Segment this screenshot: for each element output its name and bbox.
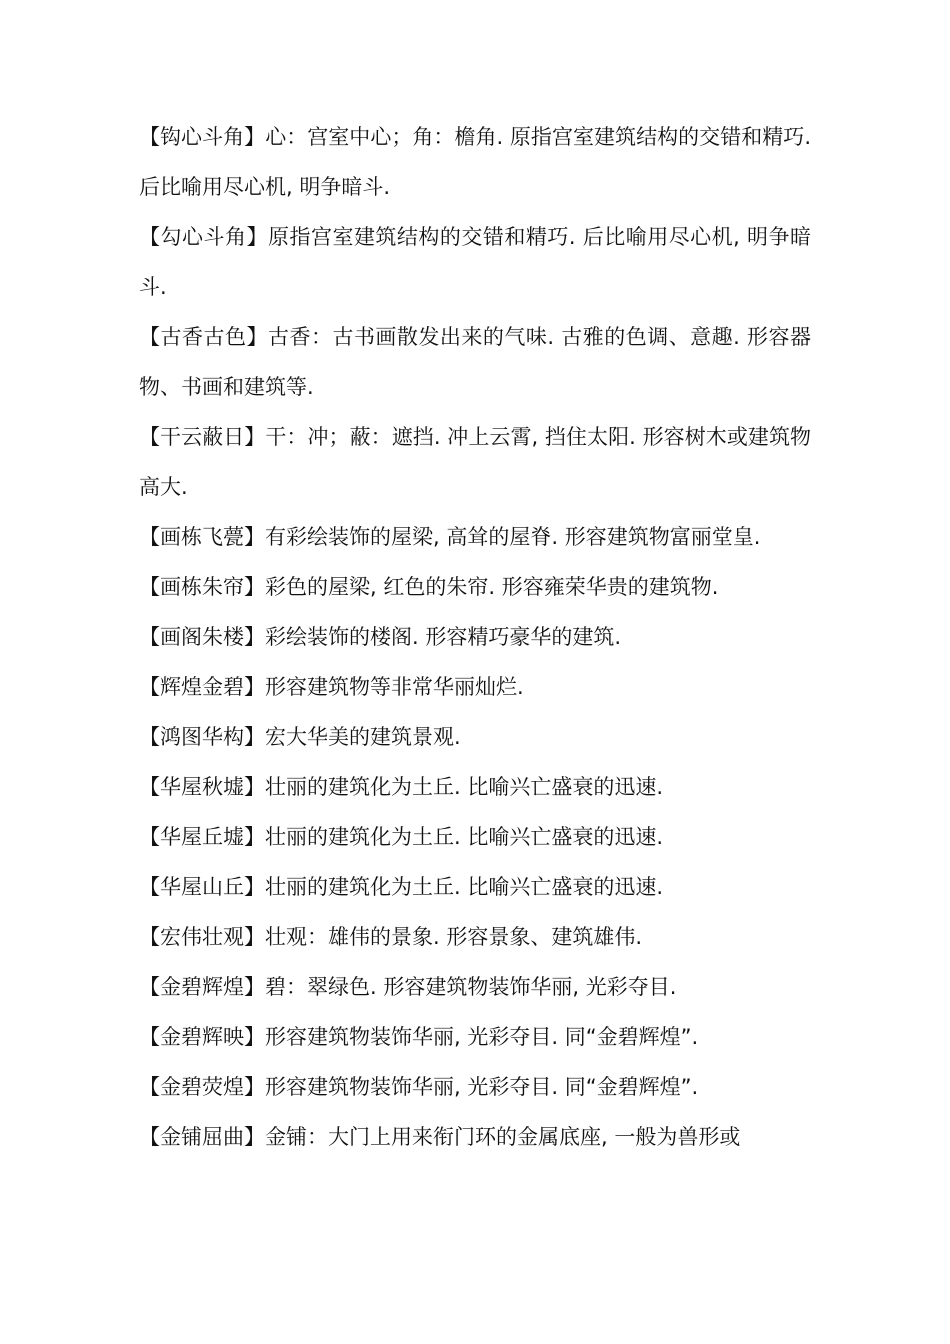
idiom-definition: 形容建筑物等非常华丽灿烂. — [265, 675, 524, 699]
idiom-definition: 壮观：雄伟的景象. 形容景象、建筑雄伟. — [265, 925, 643, 949]
idiom-entry — [139, 662, 811, 712]
idiom-term: 【金铺屈曲】 — [139, 1125, 265, 1149]
idiom-definition: 金铺：大门上用来衔门环的金属底座, 一般为兽形或 — [265, 1125, 741, 1149]
idiom-entry — [139, 712, 811, 762]
idiom-definition: 壮丽的建筑化为土丘. 比喻兴亡盛衰的迅速. — [265, 775, 664, 799]
idiom-term: 【干云蔽日】 — [139, 425, 266, 449]
idiom-entry — [139, 612, 811, 662]
idiom-term: 【画栋飞甍】 — [139, 525, 265, 549]
idiom-entry — [139, 562, 811, 612]
idiom-entry — [139, 762, 811, 812]
idiom-term: 【宏伟壮观】 — [139, 925, 265, 949]
idiom-definition: 碧：翠绿色. 形容建筑物装饰华丽, 光彩夺目. — [265, 975, 677, 999]
idiom-term: 【古香古色】 — [139, 325, 268, 349]
idiom-term: 【勾心斗角】 — [139, 225, 268, 249]
idiom-entry — [139, 312, 811, 412]
idiom-definition: 彩色的屋梁, 红色的朱帘. 形容雍荣华贵的建筑物. — [265, 575, 719, 599]
idiom-definition: 有彩绘装饰的屋梁, 高耸的屋脊. 形容建筑物富丽堂皇. — [265, 525, 761, 549]
idiom-definition: 宏大华美的建筑景观. — [265, 725, 461, 749]
idiom-entry — [139, 812, 811, 862]
idiom-entry — [139, 212, 811, 312]
idiom-term: 【金碧荧煌】 — [139, 1075, 265, 1099]
idiom-term: 【辉煌金碧】 — [139, 675, 265, 699]
idiom-term: 【华屋山丘】 — [139, 875, 265, 899]
idiom-term: 【华屋秋墟】 — [139, 775, 265, 799]
idiom-definition: 心：宫室中心；角：檐角. 原指宫室建筑结构的交错和精巧. 后比喻用尽心机, 明争暗斗. — [139, 125, 811, 199]
idiom-entry — [139, 1062, 811, 1112]
idiom-entry — [139, 1112, 811, 1162]
idiom-definition: 古香：古书画散发出来的气味. 古雅的色调、意趣. 形容器物、书画和建筑等. — [139, 325, 812, 399]
idiom-entry — [139, 112, 811, 212]
idiom-entry — [139, 912, 811, 962]
idiom-entry — [139, 862, 811, 912]
idiom-term: 【画栋朱帘】 — [139, 575, 265, 599]
idiom-term: 【金碧辉映】 — [139, 1025, 265, 1049]
idiom-term: 【钩心斗角】 — [139, 125, 266, 149]
idiom-entry — [139, 512, 811, 562]
idiom-entry — [139, 962, 811, 1012]
idiom-definition: 原指宫室建筑结构的交错和精巧. 后比喻用尽心机, 明争暗斗. — [139, 225, 812, 299]
idiom-definition: 形容建筑物装饰华丽, 光彩夺目. 同“金碧辉煌”. — [265, 1025, 699, 1049]
idiom-definition: 壮丽的建筑化为土丘. 比喻兴亡盛衰的迅速. — [265, 825, 664, 849]
idiom-term: 【华屋丘墟】 — [139, 825, 265, 849]
idiom-definition: 干：冲；蔽：遮挡. 冲上云霄, 挡住太阳. 形容树木或建筑物高大. — [139, 425, 811, 499]
idiom-entry — [139, 412, 811, 512]
idiom-term: 【鸿图华构】 — [139, 725, 265, 749]
idiom-entry — [139, 1012, 811, 1062]
idiom-term: 【金碧辉煌】 — [139, 975, 265, 999]
idiom-term: 【画阁朱楼】 — [139, 625, 265, 649]
idiom-list — [139, 112, 811, 1162]
idiom-definition: 彩绘装饰的楼阁. 形容精巧豪华的建筑. — [265, 625, 622, 649]
idiom-definition: 形容建筑物装饰华丽, 光彩夺目. 同“金碧辉煌”. — [265, 1075, 699, 1099]
idiom-definition: 壮丽的建筑化为土丘. 比喻兴亡盛衰的迅速. — [265, 875, 664, 899]
